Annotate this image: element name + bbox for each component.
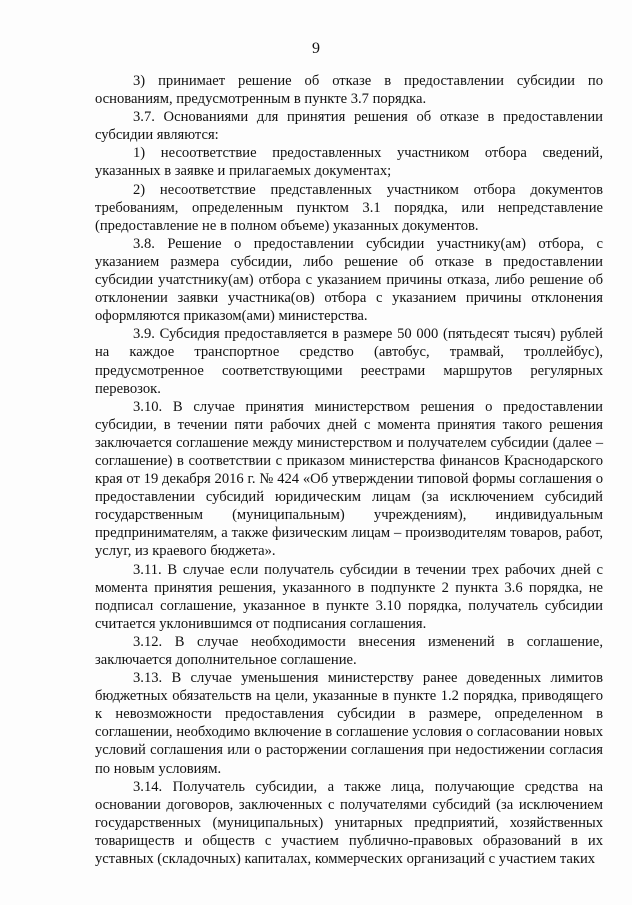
paragraph-3-8: 3.8. Решение о предоставлении субсидии участнику(ам) отбора, с указанием размера субсидии, либо решение об отказе в предоставлении субсидии учатстнику(ам) отбора с указанием причины отказа, либо решение об отклонении заявки участника(ов) отбора с указанием причины отклонения оформляются приказом(ами) министерства. (95, 235, 603, 325)
paragraph-3-7: 3.7. Основаниями для принятия решения об отказе в предоставлении субсидии являются: (95, 109, 603, 144)
page-number: 9 (312, 40, 320, 57)
paragraph-3-10: 3.10. В случае принятия министерством решения о предоставлении субсидии, в течении пяти рабочих дней с момента принятия такого решения заключается соглашение между министерством и получателем субсидии (далее – соглашение) в соответствии с приказом министерства финансов Краснодарского края от 19 декабря 2016 г. № 424 «Об утверждении типовой формы соглашения о предоставлении субсидий юридическим лицам (за исключением субсидий государственным (муниципальным) учреждениям), индивидуальным предпринимателям, а также физическим лицам – производителям товаров, работ, услуг, из краевого бюджета». (95, 398, 603, 560)
document-body (95, 72, 603, 868)
paragraph-3-14: 3.14. Получатель субсидии, а также лица, получающие средства на основании договоров, заключенных с получателями субсидий (за исключением государственных (муниципальных) унитарных предприятий, хозяйственных товариществ и обществ с участием публично-правовых образований в их уставных (складочных) капиталах, коммерческих организаций с участием таких (95, 778, 603, 868)
paragraph-3-13: 3.13. В случае уменьшения министерству ранее доведенных лимитов бюджетных обязательств на цели, указанные в пункте 1.2 порядка, приводящего к невозможности предоставления субсидии в размере, определенном в соглашении, необходимо включение в соглашение условия о согласовании новых условий соглашения или о расторжении соглашения при недостижении согласия по новым условиям. (95, 670, 603, 777)
paragraph-3-7-item-1: 1) несоответствие предоставленных участником отбора сведений, указанных в заявке и прилагаемых документах; (95, 145, 603, 180)
paragraph-3-7-item-2: 2) несоответствие представленных участником отбора документов требованиям, определенным пунктом 3.1 порядка, или непредставление (предоставление не в полном объеме) указанных документов. (95, 181, 603, 234)
paragraph-3-11: 3.11. В случае если получатель субсидии в течении трех рабочих дней с момента принятия решения, указанного в подпункте 2 пункта 3.6 порядка, не подписал соглашение, указанное в пункте 3.10 порядка, получатель субсидии считается уклонившимся от подписания соглашения. (95, 561, 603, 632)
paragraph-item-3: 3) принимает решение об отказе в предоставлении субсидии по основаниям, предусмотренным в пункте 3.7 порядка. (95, 73, 603, 108)
paragraph-3-12: 3.12. В случае необходимости внесения изменений в соглашение, заключается дополнительное соглашение. (95, 633, 603, 668)
paragraph-3-9: 3.9. Субсидия предоставляется в размере 50 000 (пятьдесят тысяч) рублей на каждое транспортное средство (автобус, трамвай, троллейбус), предусмотренное соответствующими реестрами маршрутов регулярных перевозок. (95, 326, 603, 397)
